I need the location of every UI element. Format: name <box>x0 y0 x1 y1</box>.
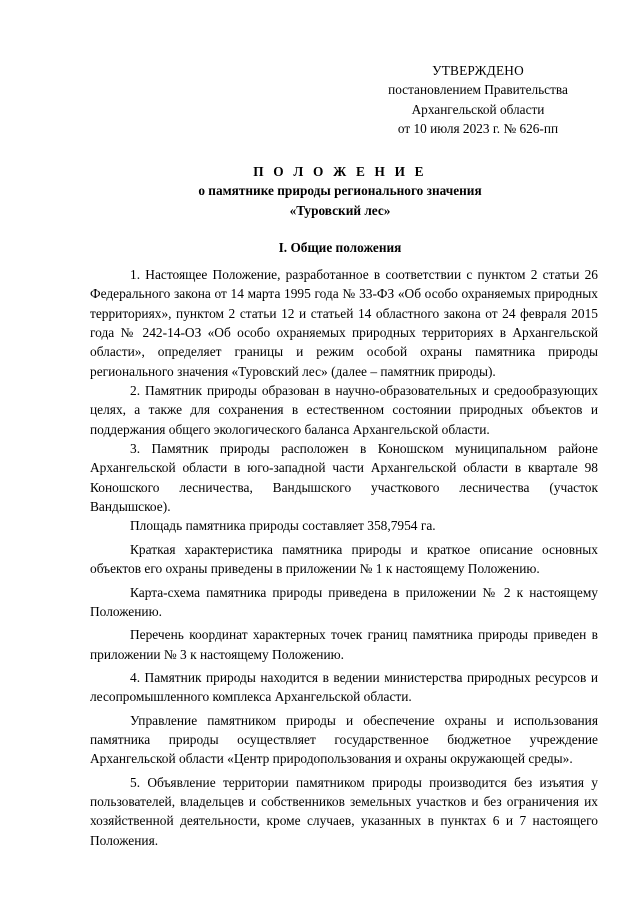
paragraph-4: 4. Памятник природы находится в ведении министерства природных ресурсов и лесопромышленного комплекса Архангельской области. <box>90 669 598 705</box>
approval-region: Архангельской области <box>411 101 545 117</box>
paragraph-1: 1. Настоящее Положение, разработанное в соответствии с пунктом 2 статьи 26 Федерального закона от 14 марта 1995 года № 33-ФЗ «Об особо охраняемых природных территориях», пунктом 2 статьи 12 и статьей 14 областного закона от 24 февраля 2015 года № 242-14-ОЗ «Об особо охраняемых природных территориях в Архангельской области», определяет границы и режим особой охраны памятника природы регионального значения «Туровский лес» (далее – памятник природы). <box>90 267 598 379</box>
paragraph-annex-2: Карта-схема памятника природы приведена в приложении № 2 к настоящему Положению. <box>90 584 598 619</box>
document-subtitle: о памятнике природы регионального значения <box>198 183 482 199</box>
paragraph-3: 3. Памятник природы расположен в Коношском муниципальном районе Архангельской области в юго-западной части Архангельской области в квартале 98 Коношского лесничества, Вандышского участкового лесничества (участок Вандышское). <box>90 441 598 515</box>
approval-title: УТВЕРЖДЕНО <box>432 63 524 78</box>
document-body <box>90 265 598 850</box>
section-heading: I. Общие положения <box>278 240 402 255</box>
document-title-block <box>80 162 600 220</box>
approval-stamp <box>360 61 596 139</box>
paragraph-management: Управление памятником природы и обеспечение охраны и использования памятника природы осуществляет государственное бюджетное учреждение Архангельской области «Центр природопользования и охраны окружающей среды». <box>90 712 598 767</box>
paragraph-annex-1: Краткая характеристика памятника природы и краткое описание основных объектов его охраны приведены в приложении № 1 к настоящему Положению. <box>90 541 598 577</box>
paragraph-area: Площадь памятника природы составляет 358,7954 га. <box>130 518 436 534</box>
approval-date-number: от 10 июля 2023 г. № 626-пп <box>397 121 559 137</box>
document-subject-name: «Туровский лес» <box>289 202 391 218</box>
approval-authority: постановлением Правительства <box>388 82 568 98</box>
paragraph-annex-3: Перечень координат характерных точек границ памятника природы приведен в приложении № 3 к настоящему Положению. <box>90 627 598 662</box>
paragraph-2: 2. Памятник природы образован в научно-образовательных и средообразующих целях, а также для сохранения в естественном состоянии природных объектов и поддержания общего экологического баланса Архангельской области. <box>90 383 598 437</box>
paragraph-5: 5. Объявление территории памятником природы производится без изъятия у пользователей, владельцев и собственников земельных участков и без ограничения их хозяйственной деятельности, кроме случаев, указанных в пунктах 6 и 7 настоящего Положения. <box>90 774 598 848</box>
document-title: П О Л О Ж Е Н И Е <box>253 164 427 179</box>
